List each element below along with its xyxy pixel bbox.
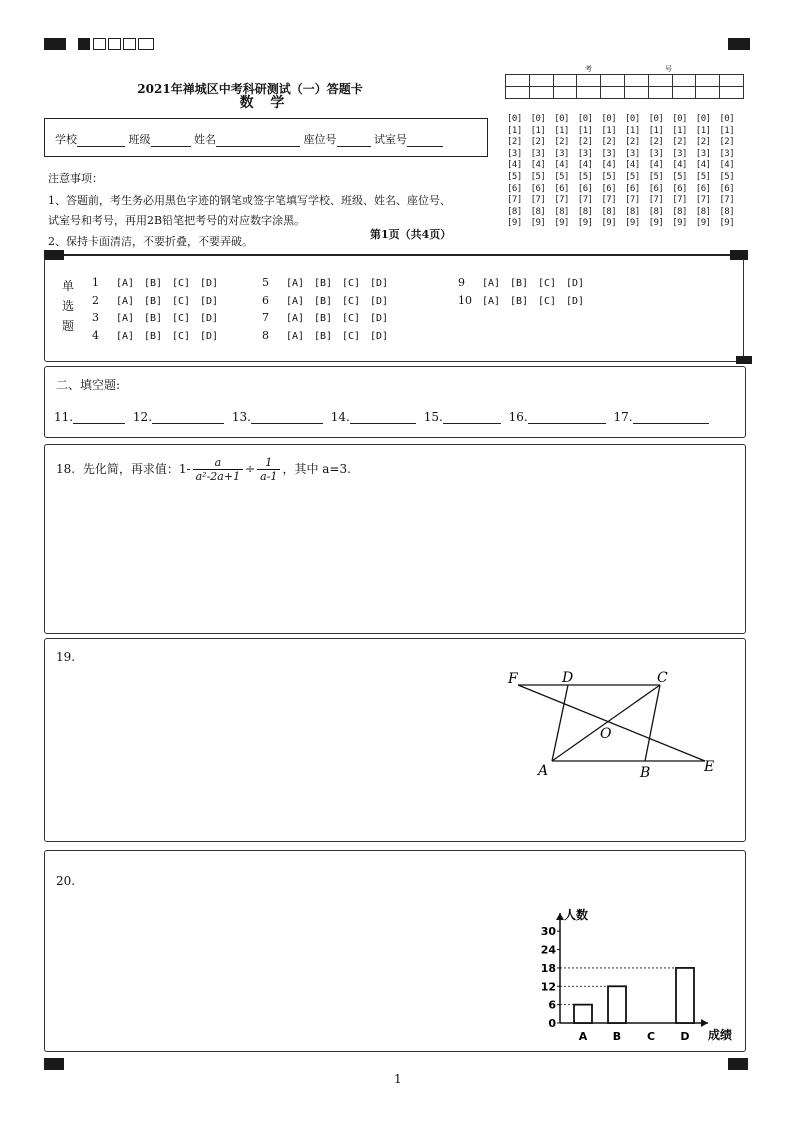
mc-option-bubble[interactable]: [A] [482, 295, 501, 307]
fill-item-16: 16. [508, 410, 528, 424]
room-field[interactable] [407, 134, 443, 147]
exam-number-bubble[interactable]: [6] [601, 183, 617, 194]
section-divider [64, 254, 730, 256]
y-tick-label: 6 [548, 998, 556, 1012]
exam-number-bubble[interactable]: [2] [577, 137, 593, 148]
mc-option-bubble[interactable]: [D] [370, 313, 389, 324]
exam-number-bubble[interactable]: [0] [530, 114, 546, 124]
exam-number-bubble[interactable]: [2] [601, 137, 617, 148]
exam-number-bubble[interactable]: [9] [625, 218, 640, 229]
exam-number-bubble[interactable]: [7] [554, 195, 569, 206]
label-d: D [562, 670, 574, 686]
fill-item-17: 17. [613, 410, 633, 424]
mc-option-bubble[interactable]: [A] [482, 278, 501, 289]
exam-number-bubble[interactable]: [7] [507, 195, 522, 206]
label-c: C [657, 670, 668, 686]
exam-number-bubble[interactable]: [7] [719, 195, 735, 206]
bar-b [608, 986, 626, 1023]
exam-number-bubble[interactable]: [8] [648, 206, 664, 217]
exam-number-bubble[interactable]: [6] [695, 183, 711, 194]
exam-number-bubble[interactable]: [6] [577, 183, 593, 194]
exam-number-bubble[interactable]: [5] [554, 172, 569, 182]
mc-question-number: 5 [262, 276, 269, 289]
exam-number-grid [505, 74, 743, 98]
q18-fraction-2: $\frac{1}{a-1}$ [257, 456, 280, 483]
exam-number-bubble[interactable]: [9] [530, 218, 546, 229]
exam-number-bubble[interactable]: [4] [530, 160, 546, 171]
exam-number-bubble[interactable]: [3] [554, 148, 569, 159]
alignment-mark-bottom-left [44, 1058, 64, 1070]
mc-option-bubble[interactable]: [B] [314, 330, 333, 342]
exam-number-bubble[interactable]: [8] [507, 206, 522, 217]
class-label: 班级 [128, 133, 151, 146]
exam-number-bubble[interactable]: [3] [695, 148, 711, 159]
line-fe [518, 685, 705, 761]
subject-title: 数 学 [239, 95, 291, 111]
room-label: 试室号 [374, 133, 407, 146]
fill-in-section [44, 366, 746, 438]
exam-number-bubble[interactable]: [7] [695, 195, 711, 206]
exam-number-bubble[interactable]: [5] [601, 172, 617, 182]
exam-number-cell[interactable] [672, 86, 697, 99]
mc-option-bubble[interactable]: [D] [200, 330, 219, 342]
mc-option-bubble[interactable]: [A] [286, 330, 305, 342]
mc-question-row [458, 276, 594, 289]
exam-number-bubble[interactable]: [1] [672, 125, 687, 136]
alignment-mark-top-left [44, 38, 66, 50]
mc-option-bubble[interactable]: [A] [286, 295, 305, 307]
exam-number-bubble[interactable]: [8] [695, 206, 711, 217]
exam-number-bubble[interactable]: [0] [648, 114, 664, 124]
exam-number-bubble[interactable]: [2] [554, 137, 569, 148]
notice-title: 注意事项： [48, 172, 103, 185]
fill-item-11: 11. [54, 410, 74, 424]
mc-question-number: 6 [262, 293, 269, 307]
exam-number-cell[interactable] [600, 86, 625, 99]
exam-number-cell[interactable] [576, 86, 601, 99]
mc-option-bubble[interactable]: [B] [144, 295, 163, 307]
exam-number-bubble[interactable]: [4] [554, 160, 569, 171]
y-tick-label: 24 [540, 943, 556, 957]
exam-number-bubble[interactable]: [4] [577, 160, 593, 171]
exam-number-bubble[interactable]: [0] [554, 114, 569, 124]
name-label: 姓名 [194, 133, 216, 146]
exam-number-bubble[interactable]: [4] [695, 160, 711, 171]
exam-number-bubble[interactable]: [8] [577, 206, 593, 217]
exam-number-bubble[interactable]: [6] [648, 183, 664, 194]
mc-option-bubble[interactable]: [B] [144, 313, 163, 324]
empty-mark-1 [93, 38, 106, 50]
exam-number-bubble[interactable]: [9] [672, 218, 687, 229]
exam-number-bubble[interactable]: [5] [625, 172, 640, 182]
mc-option-bubble[interactable]: [C] [172, 330, 191, 342]
fill-blank-11[interactable] [73, 411, 125, 424]
exam-number-bubble[interactable]: [8] [554, 206, 569, 217]
exam-number-bubble[interactable]: [3] [648, 148, 664, 159]
bar-d [676, 968, 694, 1023]
fill-blank-13[interactable] [251, 411, 323, 424]
mc-option-bubble[interactable]: [A] [286, 313, 305, 324]
q18-fraction-1: $\frac{a}{\text{a²-2a+1}}$ [193, 456, 243, 483]
mc-question-number: 9 [458, 276, 465, 289]
exam-title: 2021年禅城区中考科研测试（一）答题卡 [137, 82, 363, 96]
mc-question-number: 2 [92, 293, 99, 307]
mc-option-bubble[interactable]: [B] [314, 295, 333, 307]
mc-option-bubble[interactable]: [B] [314, 313, 333, 324]
exam-number-bubble[interactable]: [8] [719, 206, 735, 217]
line-bc [645, 685, 660, 761]
exam-number-bubble[interactable]: [1] [719, 125, 735, 136]
mc-question-row [262, 329, 398, 342]
exam-number-bubble[interactable]: [9] [719, 218, 735, 229]
mc-option-bubble[interactable]: [C] [172, 295, 191, 307]
mc-option-bubble[interactable]: [B] [144, 278, 163, 289]
question-18-text [56, 456, 351, 483]
mc-question-row [92, 329, 228, 342]
q19-geometry-figure [500, 665, 730, 785]
mc-question-row [262, 276, 398, 289]
mc-option-bubble[interactable]: [A] [116, 313, 135, 324]
exam-number-bubble[interactable]: [1] [577, 125, 593, 136]
mc-question-row [262, 294, 398, 307]
exam-number-bubble[interactable]: [2] [695, 137, 711, 148]
exam-number-label-b: 号 [665, 65, 672, 73]
q18-text-a: 先化简，再求值：1- [82, 462, 191, 476]
q20-number: 20. [56, 874, 76, 888]
mc-option-bubble[interactable]: [D] [566, 278, 585, 289]
exam-number-bubble[interactable]: [9] [648, 218, 664, 229]
exam-number-bubble[interactable]: [4] [507, 160, 522, 171]
exam-number-bubbles [507, 114, 747, 234]
empty-mark-3 [123, 38, 136, 50]
exam-number-bubble[interactable]: [4] [625, 160, 640, 171]
exam-number-bubble[interactable]: [4] [648, 160, 664, 171]
q18-text-b: ，其中 a=3. [282, 462, 351, 476]
seat-label: 座位号 [303, 133, 337, 146]
mc-label: 单 选 题 [62, 279, 75, 333]
mc-question-number: 10 [458, 293, 472, 307]
line-ad [552, 685, 568, 761]
exam-number-bubble[interactable]: [6] [625, 183, 640, 194]
mc-question-row [92, 311, 228, 324]
fill-blank-16[interactable] [528, 411, 606, 424]
mc-option-bubble[interactable]: [C] [342, 330, 361, 342]
exam-number-bubble[interactable]: [1] [530, 125, 546, 136]
mc-option-bubble[interactable]: [A] [116, 278, 135, 289]
class-field[interactable] [151, 134, 191, 147]
exam-number-cell[interactable] [719, 86, 744, 99]
exam-number-bubble[interactable]: [4] [719, 160, 735, 171]
alignment-mark-top-left-2 [78, 38, 90, 50]
mc-option-bubble[interactable]: [D] [566, 295, 585, 307]
label-f: F [508, 671, 518, 687]
exam-number-bubble[interactable]: [1] [601, 125, 617, 136]
notice-item-1b: 试室号和考号，再用2B铅笔把考号的对应数字涂黑。 [48, 214, 306, 227]
mc-option-bubble[interactable]: [B] [510, 295, 529, 307]
y-axis-arrow [556, 913, 564, 920]
q18-number: 18. [56, 462, 76, 476]
label-e: E [704, 759, 715, 775]
mc-option-bubble[interactable]: [B] [144, 330, 163, 342]
mc-option-bubble[interactable]: [A] [116, 295, 135, 307]
exam-number-bubble[interactable]: [6] [530, 183, 546, 194]
mc-question-number: 1 [92, 276, 99, 289]
mc-question-row [458, 294, 594, 307]
q18-div: ÷ [245, 462, 256, 476]
exam-number-bubble[interactable]: [3] [507, 148, 522, 159]
mc-option-bubble[interactable]: [D] [200, 313, 219, 324]
exam-number-bubble[interactable]: [5] [577, 172, 593, 182]
exam-number-bubble[interactable]: [0] [719, 114, 735, 124]
fill-blank-12[interactable] [152, 411, 224, 424]
exam-number-bubble[interactable]: [2] [719, 137, 735, 148]
mc-option-bubble[interactable]: [C] [172, 278, 191, 289]
exam-number-bubble[interactable]: [8] [601, 206, 617, 217]
x-tick-label: B [612, 1030, 622, 1043]
exam-number-bubble[interactable]: [3] [719, 148, 735, 159]
exam-number-bubble[interactable]: [7] [577, 195, 593, 206]
exam-number-bubble[interactable]: [6] [554, 183, 569, 194]
exam-number-bubble[interactable]: [8] [625, 206, 640, 217]
y-tick-label: 18 [540, 961, 556, 975]
fill-item-13: 13. [231, 410, 251, 424]
fill-blank-17[interactable] [633, 411, 709, 424]
line-ac [552, 685, 660, 761]
exam-number-header [505, 65, 743, 73]
exam-number-cell[interactable] [648, 86, 673, 99]
fill-blank-14[interactable] [350, 411, 416, 424]
bar-a [574, 1005, 592, 1023]
q20-bar-chart [520, 895, 740, 1050]
multiple-choice-section [44, 258, 744, 362]
mc-option-bubble[interactable]: [B] [510, 278, 529, 289]
y-tick-label: 12 [540, 980, 556, 994]
exam-number-bubble[interactable]: [5] [672, 172, 687, 182]
x-axis-label: 成绩 [708, 1028, 733, 1042]
label-o: O [600, 726, 612, 742]
exam-number-bubble[interactable]: [0] [507, 114, 522, 124]
fill-item-14: 14. [330, 410, 350, 424]
mc-question-number: 7 [262, 311, 269, 324]
exam-number-bubble[interactable]: [0] [577, 114, 593, 124]
exam-number-bubble[interactable]: [0] [695, 114, 711, 124]
exam-number-bubble[interactable]: [7] [648, 195, 664, 206]
exam-number-bubble[interactable]: [2] [648, 137, 664, 148]
exam-number-cell[interactable] [695, 86, 720, 99]
exam-number-bubble[interactable]: [3] [625, 148, 640, 159]
mc-option-bubble[interactable]: [C] [342, 278, 361, 289]
exam-number-bubble[interactable]: [5] [719, 172, 735, 182]
x-tick-label: C [646, 1030, 656, 1043]
mc-option-bubble[interactable]: [A] [116, 330, 135, 342]
exam-number-bubble[interactable]: [1] [695, 125, 711, 136]
exam-number-cell[interactable] [553, 86, 578, 99]
x-tick-label: D [680, 1030, 690, 1043]
exam-number-bubble[interactable]: [7] [672, 195, 687, 206]
exam-number-bubble[interactable]: [0] [601, 114, 617, 124]
notice-item-1: 1、答题前，考生务必用黑色字迹的钢笔或签字笔填写学校、班级、姓名、座位号、 [48, 194, 451, 207]
mc-option-bubble[interactable]: [B] [314, 278, 333, 289]
exam-number-bubble[interactable]: [6] [719, 183, 735, 194]
x-tick-label: A [578, 1030, 588, 1043]
exam-number-bubble[interactable]: [5] [695, 172, 711, 182]
exam-number-bubble[interactable]: [9] [695, 218, 711, 229]
exam-number-bubble[interactable]: [2] [530, 137, 546, 148]
exam-number-bubble[interactable]: [9] [601, 218, 617, 229]
exam-number-bubble[interactable]: [0] [625, 114, 640, 124]
exam-number-bubble[interactable]: [1] [648, 125, 664, 136]
q19-number: 19. [56, 650, 76, 664]
mc-option-bubble[interactable]: [C] [538, 278, 557, 289]
y-tick-label: 30 [540, 925, 556, 939]
page-number: 1 [394, 1072, 402, 1086]
mc-option-bubble[interactable]: [C] [342, 313, 361, 324]
seat-field[interactable] [337, 134, 371, 147]
mc-option-bubble[interactable]: [D] [370, 278, 389, 289]
y-tick-label: 0 [548, 1017, 556, 1030]
alignment-mark-bottom-right [728, 1058, 748, 1070]
exam-number-bubble[interactable]: [3] [672, 148, 687, 159]
exam-number-bubble[interactable]: [2] [625, 137, 640, 148]
exam-number-bubble[interactable]: [4] [672, 160, 687, 171]
exam-number-bubble[interactable]: [1] [507, 125, 522, 136]
mc-option-bubble[interactable]: [D] [200, 278, 219, 289]
exam-number-cell[interactable] [505, 86, 530, 99]
alignment-mark-top-right [728, 38, 750, 50]
exam-number-bubble[interactable]: [6] [672, 183, 687, 194]
fill-item-12: 12. [132, 410, 153, 424]
exam-number-bubble[interactable]: [5] [507, 172, 522, 182]
fill-blanks [54, 410, 709, 424]
exam-number-cell[interactable] [624, 86, 649, 99]
exam-number-bubble[interactable]: [8] [672, 206, 687, 217]
mc-question-number: 3 [92, 311, 99, 324]
exam-number-bubble[interactable]: [3] [577, 148, 593, 159]
exam-number-bubble[interactable]: [9] [577, 218, 593, 229]
fill-title: 二、填空题: [56, 378, 121, 392]
school-field[interactable] [77, 134, 125, 147]
empty-mark-2 [108, 38, 121, 50]
mc-option-bubble[interactable]: [A] [286, 278, 305, 289]
exam-number-bubble[interactable]: [2] [507, 137, 522, 148]
mc-option-bubble[interactable]: [D] [200, 295, 219, 307]
label-a: A [538, 763, 549, 779]
notice-item-2: 2、保持卡面清洁，不要折叠，不要弄破。 [48, 235, 253, 248]
mc-question-row [262, 311, 398, 324]
y-axis-label: 人数 [564, 908, 589, 922]
exam-number-bubble[interactable]: [3] [601, 148, 617, 159]
mc-option-bubble[interactable]: [C] [342, 295, 361, 307]
exam-number-bubble[interactable]: [9] [554, 218, 569, 229]
exam-number-bubble[interactable]: [5] [648, 172, 664, 182]
exam-number-bubble[interactable]: [3] [530, 148, 546, 159]
x-axis-arrow [701, 1019, 708, 1027]
mc-option-bubble[interactable]: [C] [538, 295, 557, 307]
school-label: 学校 [55, 133, 77, 146]
exam-number-bubble[interactable]: [2] [672, 137, 687, 148]
mc-question-row [92, 294, 228, 307]
exam-number-bubble[interactable]: [1] [625, 125, 640, 136]
page-info: 第1页（共4页） [370, 228, 452, 241]
label-b: B [640, 765, 651, 781]
mc-option-bubble[interactable]: [D] [370, 330, 389, 342]
exam-number-bubble[interactable]: [8] [530, 206, 546, 217]
exam-number-bubble[interactable]: [7] [625, 195, 640, 206]
exam-number-bubble[interactable]: [7] [530, 195, 546, 206]
exam-number-bubble[interactable]: [9] [507, 218, 522, 229]
alignment-mark-mc-right [736, 356, 752, 364]
exam-number-cell[interactable] [529, 86, 554, 99]
student-info-box [44, 118, 488, 157]
exam-number-bubble[interactable]: [5] [530, 172, 546, 182]
exam-number-bubble[interactable]: [1] [554, 125, 569, 136]
exam-number-bubble[interactable]: [6] [507, 183, 522, 194]
empty-mark-4 [138, 38, 154, 50]
exam-number-bubble[interactable]: [4] [601, 160, 617, 171]
mc-question-number: 4 [92, 328, 99, 342]
fill-item-15: 15. [423, 410, 443, 424]
mc-question-row [92, 276, 228, 289]
exam-number-label-a: 考 [585, 65, 592, 73]
mc-option-bubble[interactable]: [C] [172, 313, 191, 324]
mc-option-bubble[interactable]: [D] [370, 295, 389, 307]
fill-blank-15[interactable] [443, 411, 501, 424]
exam-number-bubble[interactable]: [7] [601, 195, 617, 206]
mc-question-number: 8 [262, 328, 269, 342]
name-field[interactable] [216, 134, 300, 147]
exam-number-bubble[interactable]: [0] [672, 114, 687, 124]
